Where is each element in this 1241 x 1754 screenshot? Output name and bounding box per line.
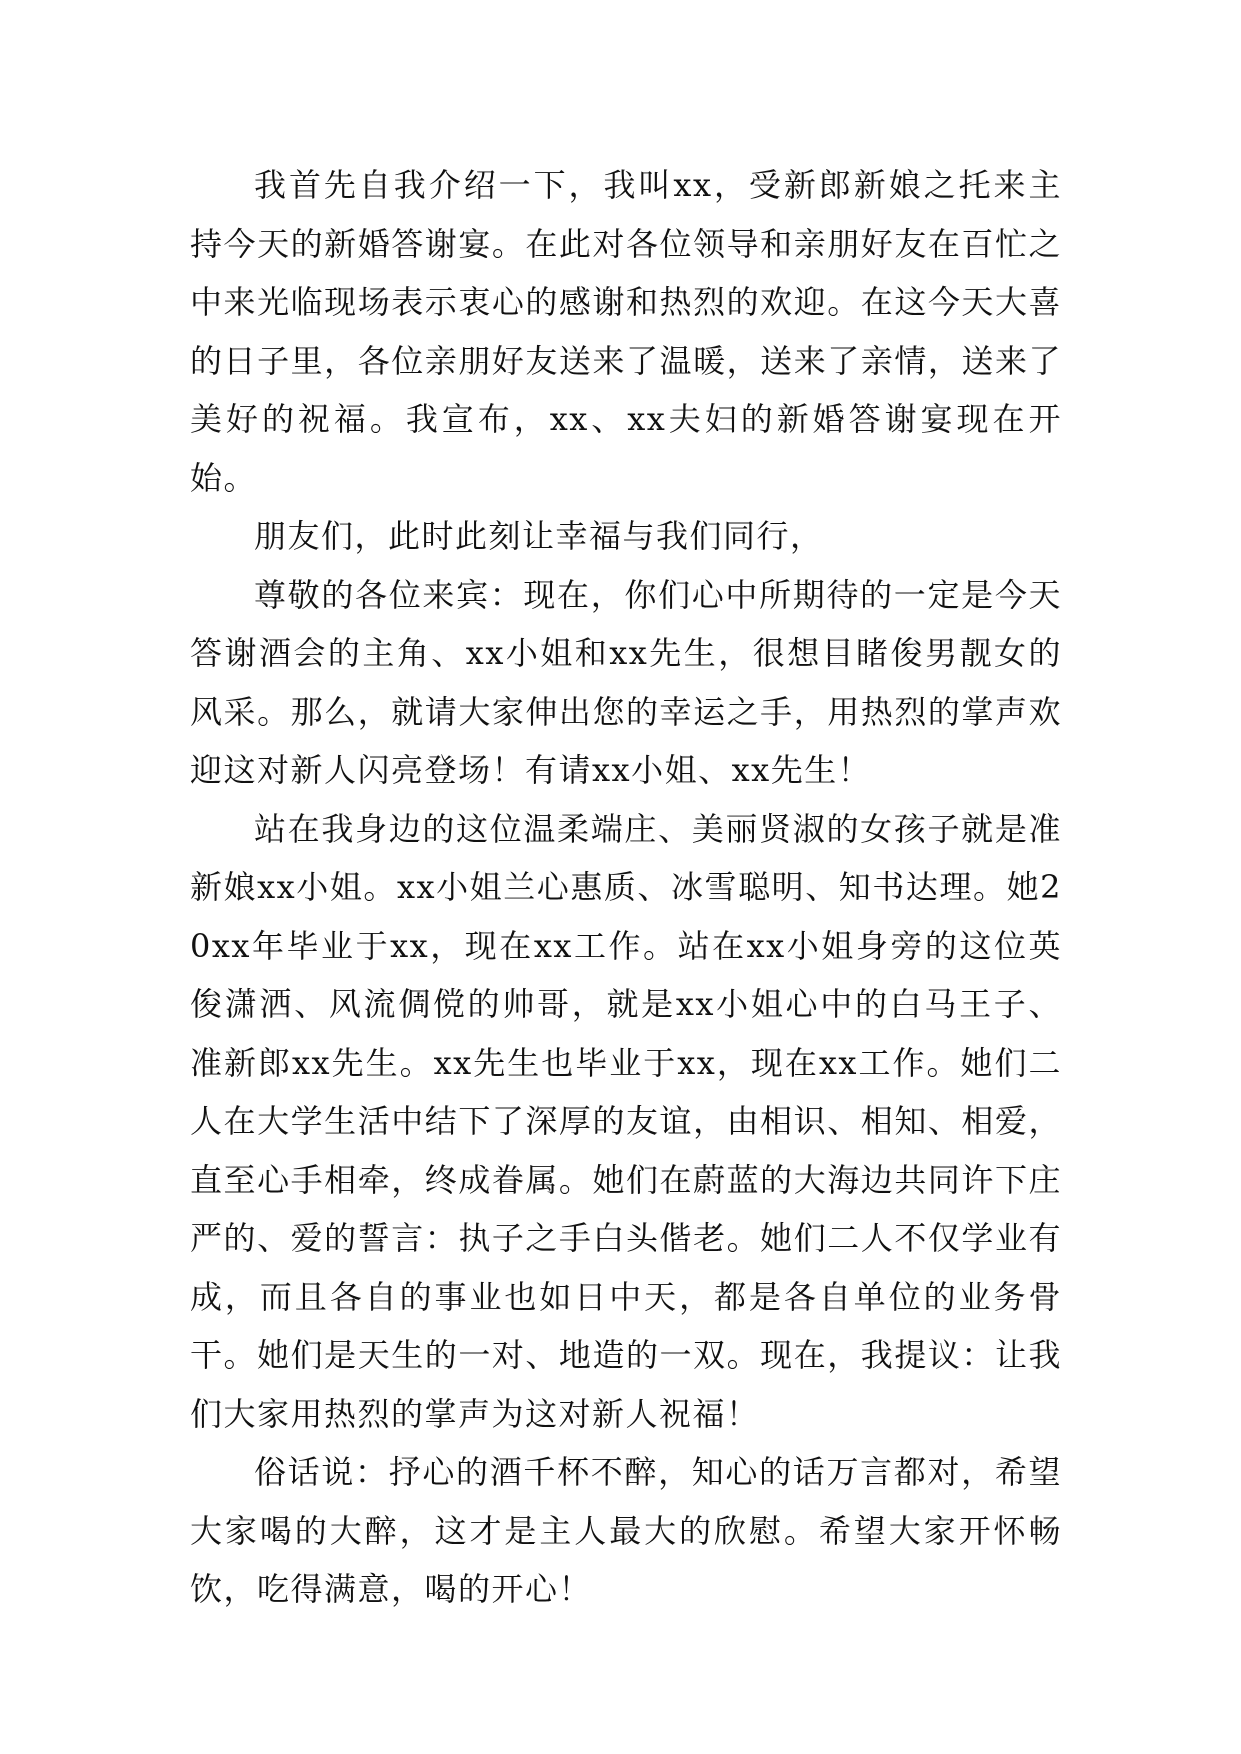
paragraph-welcome-couple: 尊敬的各位来宾：现在，你们心中所期待的一定是今天答谢酒会的主角、xx小姐和xx先生，很想目睹俊男靓女的风采。那么，就请大家伸出您的幸运之手，用热烈的掌声欢迎这对新人闪亮登场！有请xx小姐、xx先生！ [190, 575, 1062, 789]
document-body [190, 156, 1062, 1619]
paragraph-toast: 俗话说：抒心的酒千杯不醉，知心的话万言都对，希望大家喝的大醉，这才是主人最大的欣慰。希望大家开怀畅饮，吃得满意，喝的开心！ [190, 1453, 1062, 1608]
paragraph-couple-introduction: 站在我身边的这位温柔端庄、美丽贤淑的女孩子就是准新娘xx小姐。xx小姐兰心惠质、冰雪聪明、知书达理。她20xx年毕业于xx，现在xx工作。站在xx小姐身旁的这位英俊潇洒、风流倜傥的帅哥，就是xx小姐心中的白马王子、准新郎xx先生。xx先生也毕业于xx，现在xx工作。她们二人在大学生活中结下了深厚的友谊，由相识、相知、相爱，直至心手相牵，终成眷属。她们在蔚蓝的大海边共同许下庄严的、爱的誓言：执子之手白头偕老。她们二人不仅学业有成，而且各自的事业也如日中天，都是各自单位的业务骨干。她们是天生的一对、地造的一双。现在，我提议：让我们大家用热烈的掌声为这对新人祝福！ [190, 809, 1062, 1433]
paragraph-friends: 朋友们，此时此刻让幸福与我们同行， [254, 517, 824, 555]
paragraph-intro: 我首先自我介绍一下，我叫xx，受新郎新娘之托来主持今天的新婚答谢宴。在此对各位领导和亲朋好友在百忙之中来光临现场表示衷心的感谢和热烈的欢迎。在这今天大喜的日子里，各位亲朋好友送来了温暖，送来了亲情，送来了美好的祝福。我宣布，xx、xx夫妇的新婚答谢宴现在开始。 [190, 166, 1062, 497]
